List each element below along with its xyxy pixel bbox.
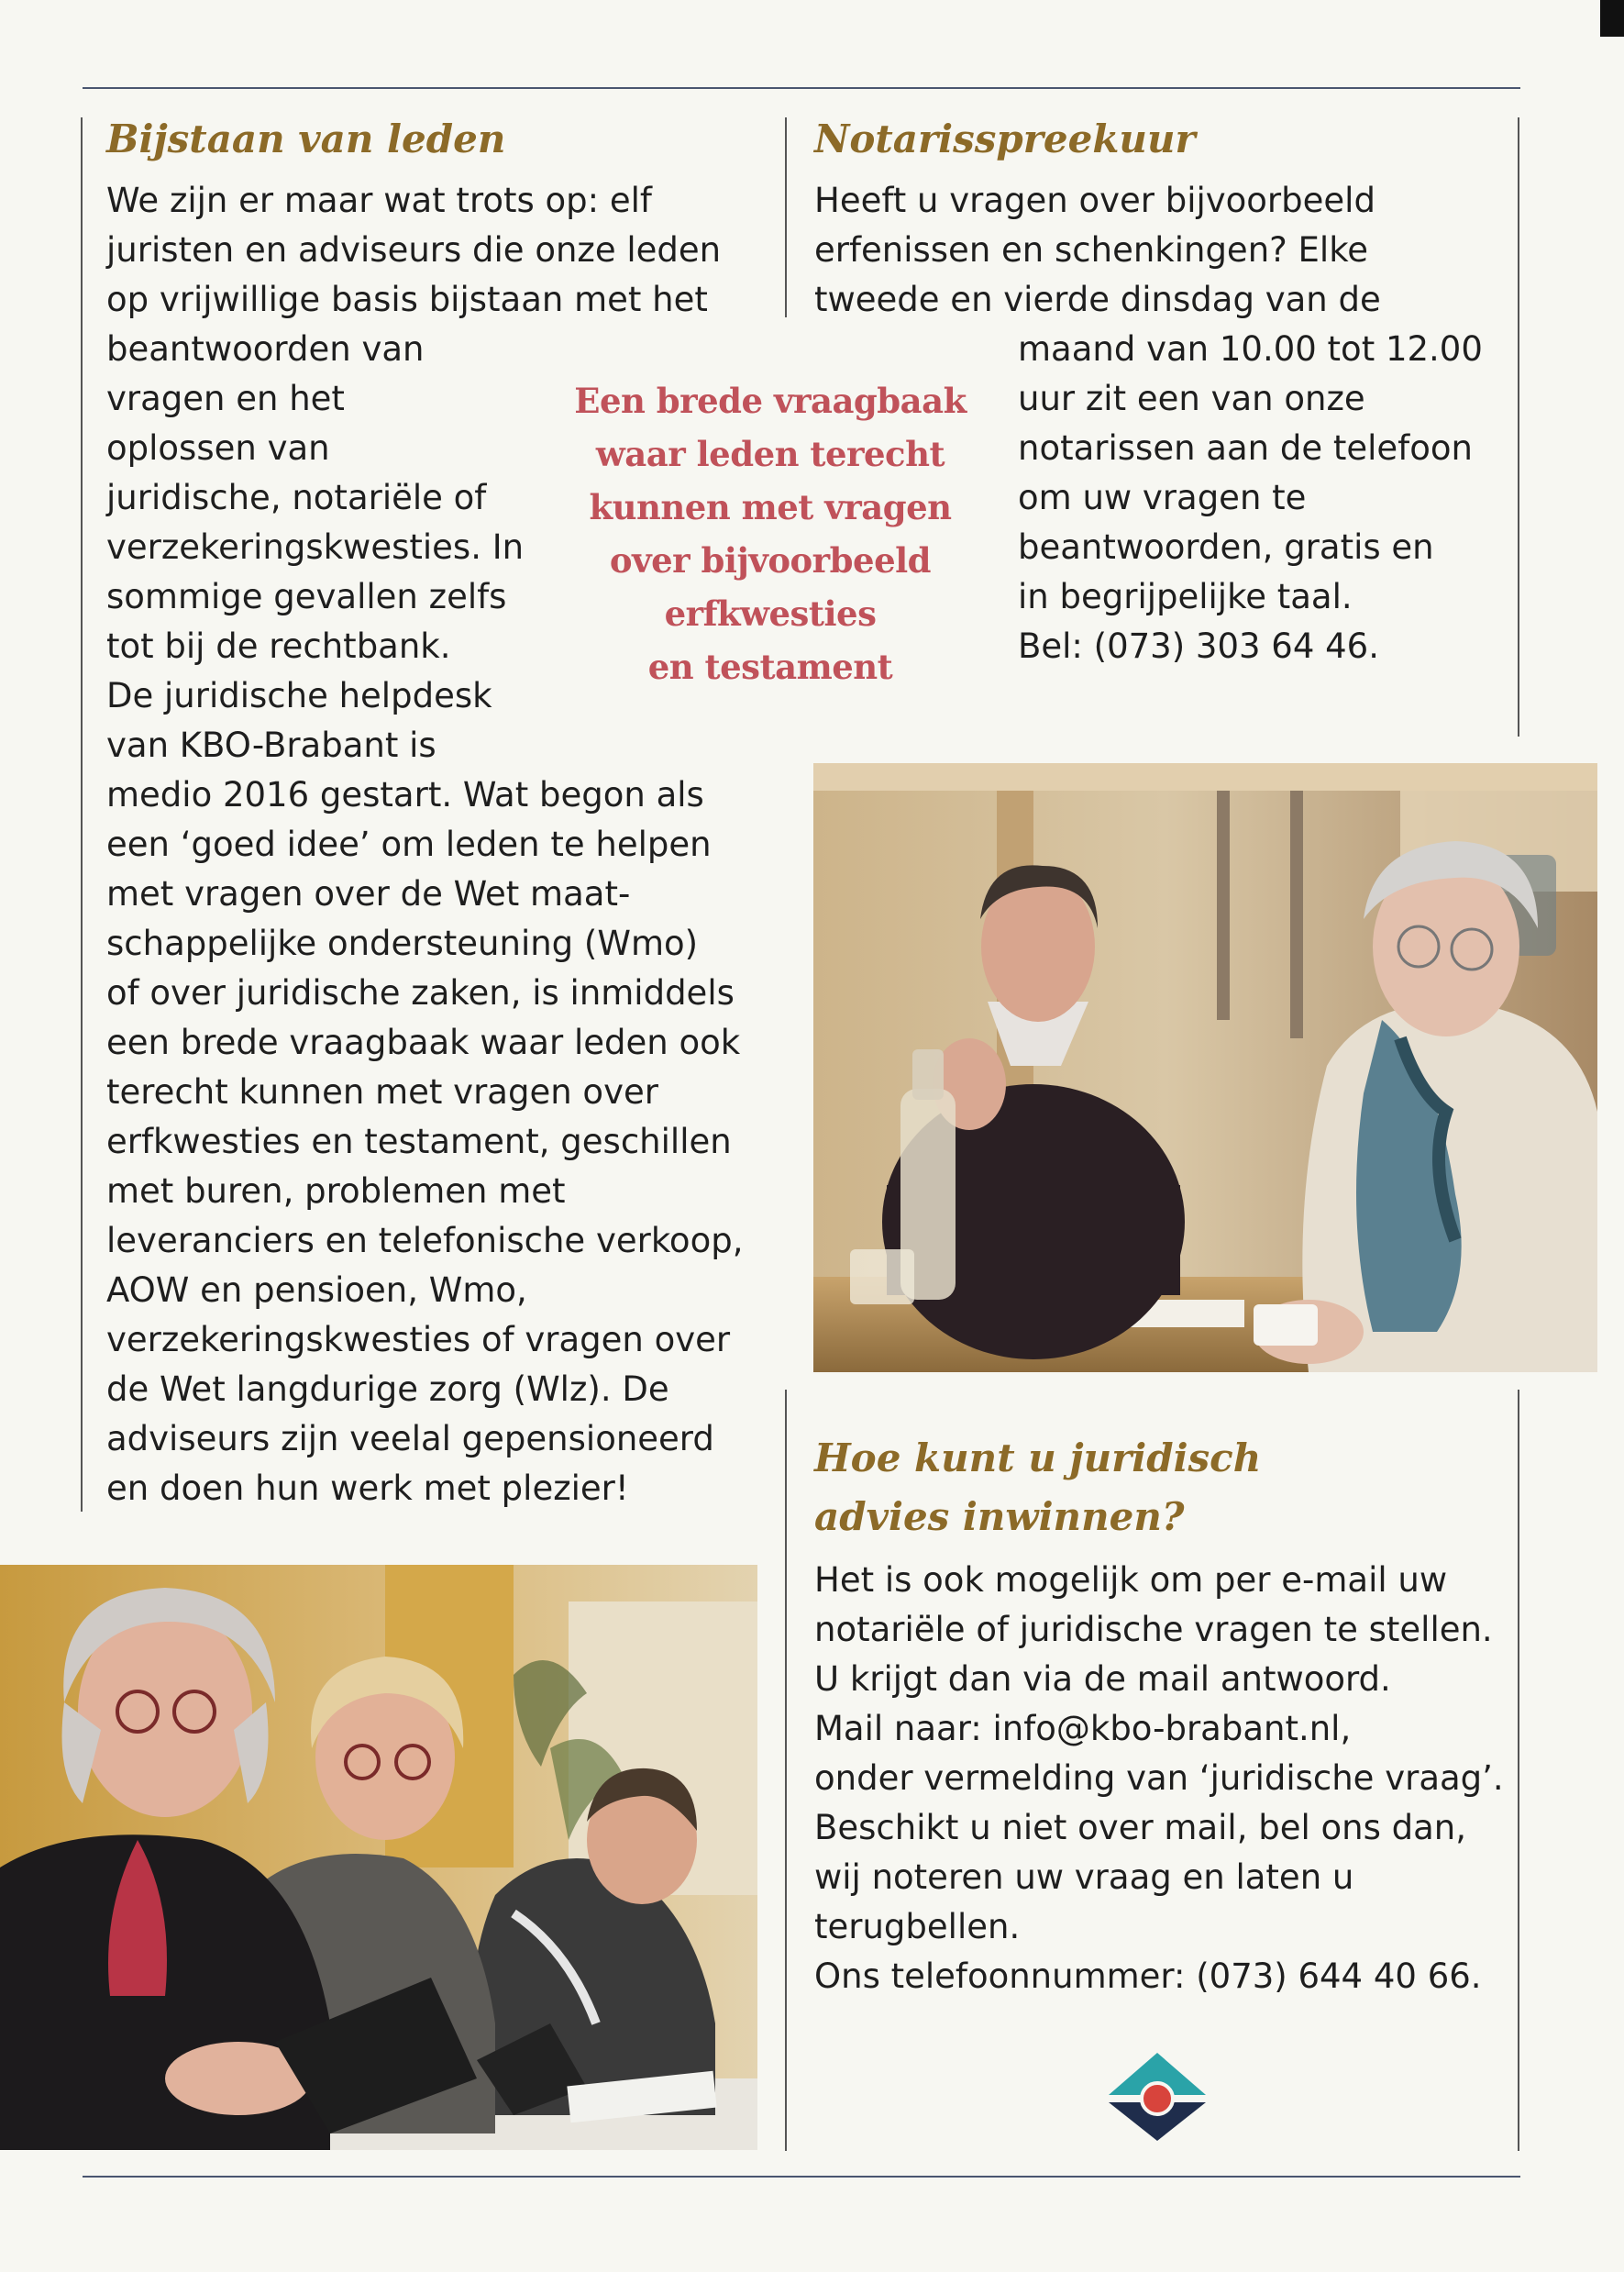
body-line: of over juridische zaken, is inmiddels (106, 973, 735, 1013)
pull-quote-line: Een brede vraagbaak (574, 381, 967, 421)
right-column-rule-top (1518, 117, 1519, 737)
photo-seniors-with-tablets (0, 1565, 757, 2150)
body-line: Beschikt u niet over mail, bel ons dan, (814, 1808, 1467, 1847)
body-line: De juridische helpdesk (106, 676, 492, 715)
body-line: U krijgt dan via de mail antwoord. (814, 1659, 1391, 1699)
pull-quote-line: en testament (647, 647, 893, 687)
left-column-rule (81, 117, 83, 1512)
scan-edge (1600, 0, 1624, 37)
body-line: de Wet langdurige zorg (Wlz). De (106, 1369, 669, 1409)
body-line: uur zit een van onze (1018, 379, 1365, 418)
advice-heading-line: advies inwinnen? (814, 1494, 1185, 1539)
body-line: Het is ook mogelijk om per e-mail uw (814, 1560, 1448, 1600)
pull-quote-line: over bijvoorbeeld (609, 540, 932, 581)
pull-quote-line: waar leden terecht (595, 434, 945, 474)
advice-heading-line: Hoe kunt u juridisch (814, 1435, 1262, 1480)
body-line: om uw vragen te (1018, 478, 1307, 517)
body-line: medio 2016 gestart. Wat begon als (106, 775, 704, 815)
middle-column-rule-bottom (785, 1390, 787, 2151)
body-line: adviseurs zijn veelal gepensioneerd (106, 1419, 714, 1458)
body-line: oplossen van (106, 428, 330, 468)
pull-quote-line: erfkwesties (664, 593, 877, 634)
bottom-rule (83, 2176, 1520, 2178)
body-line: juristen en adviseurs die onze leden (106, 230, 722, 270)
body-line: schappelijke ondersteuning (Wmo) (106, 924, 699, 963)
notary-phone: Bel: (073) 303 64 46. (1018, 626, 1379, 666)
body-line: beantwoorden, gratis en (1018, 527, 1434, 567)
body-line: wij noteren uw vraag en laten u (814, 1857, 1354, 1897)
body-line: onder vermelding van ‘juridische vraag’. (814, 1758, 1504, 1798)
body-line: verzekeringskwesties of vragen over (106, 1320, 731, 1359)
notary-heading: Notarisspreekuur (814, 116, 1196, 161)
advice-heading (814, 1429, 1261, 1546)
body-line: leveranciers en telefonische verkoop, (106, 1221, 744, 1260)
body-line: erfenissen en schenkingen? Elke (814, 230, 1369, 270)
body-line: maand van 10.00 tot 12.00 (1018, 329, 1483, 369)
top-rule (83, 87, 1520, 89)
middle-column-rule-top (785, 117, 787, 317)
body-line: terecht kunnen met vragen over (106, 1072, 658, 1112)
body-line: en doen hun werk met plezier! (106, 1468, 629, 1508)
body-line: een brede vraagbaak waar leden ook (106, 1023, 741, 1062)
body-line: sommige gevallen zelfs (106, 577, 507, 616)
body-line: met buren, problemen met (106, 1171, 566, 1211)
photo-man-and-woman-at-table (813, 763, 1597, 1372)
body-line: met vragen over de Wet maat- (106, 874, 631, 914)
notary-body-top (814, 176, 1381, 325)
body-line: erfkwesties en testament, geschillen (106, 1122, 732, 1161)
right-column-rule-bottom (1518, 1390, 1519, 2151)
body-line: een ‘goed idee’ om leden te helpen (106, 825, 712, 864)
body-line: juridische, notariële of (106, 478, 487, 517)
body-line: AOW en pensioen, Wmo, (106, 1270, 527, 1310)
body-line: tot bij de rechtbank. (106, 626, 451, 666)
body-line: verzekeringskwesties. In (106, 527, 525, 567)
kbo-brabant-logo-icon (1107, 2051, 1208, 2143)
body-line: terugbellen. (814, 1907, 1021, 1946)
body-line: tweede en vierde dinsdag van de (814, 280, 1381, 319)
advice-body (814, 1556, 1504, 2001)
body-line: van KBO-Brabant is (106, 726, 436, 765)
advice-email: Mail naar: info@kbo-brabant.nl, (814, 1709, 1352, 1748)
members-heading: Bijstaan van leden (106, 116, 506, 161)
advice-phone: Ons telefoonnummer: (073) 644 40 66. (814, 1956, 1482, 1996)
body-line: in begrijpelijke taal. (1018, 577, 1353, 616)
body-line: notariële of juridische vragen te stellen. (814, 1610, 1493, 1649)
body-line: vragen en het (106, 379, 345, 418)
notary-body-right (1018, 325, 1483, 671)
pull-quote-line: kunnen met vragen (589, 487, 952, 527)
body-line: Heeft u vragen over bijvoorbeeld (814, 181, 1375, 220)
body-line: notarissen aan de telefoon (1018, 428, 1473, 468)
pull-quote (573, 374, 967, 693)
body-line: We zijn er maar wat trots op: elf (106, 181, 652, 220)
body-line: op vrijwillige basis bijstaan met het (106, 280, 708, 319)
body-line: beantwoorden van (106, 329, 425, 369)
